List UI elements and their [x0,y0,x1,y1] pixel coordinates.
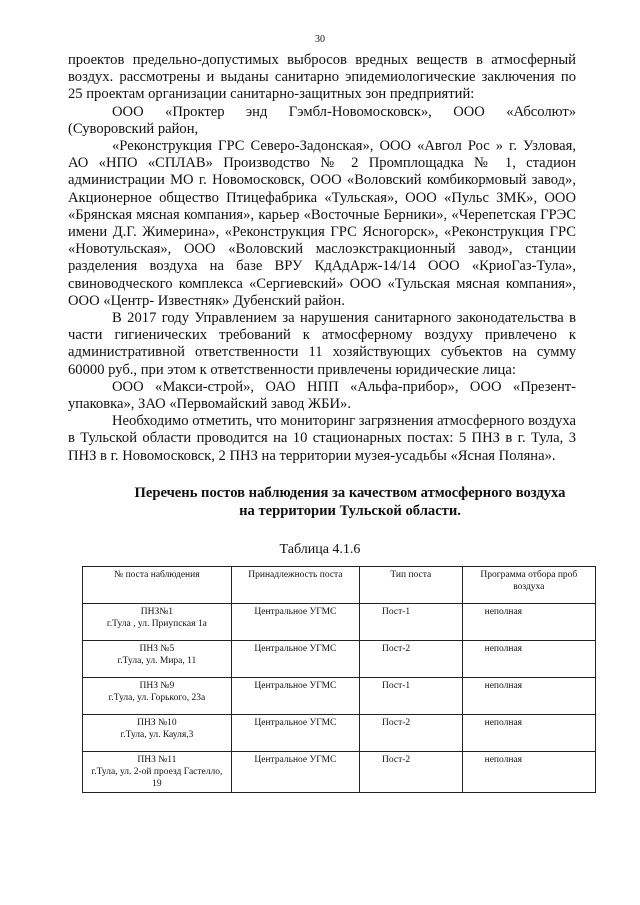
header-cell: Программа отбора проб воздуха [462,567,595,604]
post-cell [83,641,232,678]
section-heading [100,484,600,520]
header-cell: № поста наблюдения [83,567,232,604]
heading-line: Перечень постов наблюдения за качеством атмосферного воздуха [134,485,566,501]
table-row [83,715,596,752]
owner-cell: Центральное УГМС [231,752,359,793]
type-cell: Пост-1 [360,678,463,715]
post-id: ПНЗ№1 [140,607,174,617]
program-cell: неполная [462,715,595,752]
table-row [83,752,596,793]
table-header-row [83,567,596,604]
post-address: г.Тула , ул. Приупская 1а [106,619,207,629]
paragraph: проектов предельно-допустимых выбросов вредных веществ в атмосферный воздух. рассмотрены и выданы санитарно эпидемиологические заключения по 25 проектам организации санитарно-защитных зон предприятий: [68,52,576,103]
paragraph: ООО «Проктер энд Гэмбл-Новомосковск», ООО «Абсолют» (Суворовский район, [68,103,576,137]
header-cell: Принадлежность поста [231,567,359,604]
type-cell: Пост-1 [360,604,463,641]
header-cell: Тип поста [360,567,463,604]
program-cell: неполная [462,752,595,793]
post-address: г.Тула, ул. Горького, 23а [108,693,206,703]
program-cell: неполная [462,641,595,678]
owner-cell: Центральное УГМС [231,604,359,641]
post-id: ПНЗ №9 [139,681,175,691]
post-id: ПНЗ №5 [139,644,175,654]
table-row [83,641,596,678]
table-caption: Таблица 4.1.6 [279,542,361,557]
heading-line: на территории Тульской области. [239,503,461,519]
observation-posts-table [82,566,596,793]
post-cell [83,752,232,793]
type-cell: Пост-2 [360,641,463,678]
page-number: 30 [315,34,325,45]
owner-cell: Центральное УГМС [231,641,359,678]
paragraph: В 2017 году Управлением за нарушения санитарного законодательства в части гигиенических требований к атмосферному воздуху привлечено к административной ответственности 11 хозяйствующих субъектов на сумму 60000 руб., при этом к ответственности привлечены юридические лица: [68,310,576,378]
program-cell: неполная [462,604,595,641]
paragraph: ООО «Макси-строй», ОАО НПП «Альфа-прибор», ООО «Презент-упаковка», ЗАО «Первомайский завод ЖБИ». [68,378,576,413]
type-cell: Пост-2 [360,752,463,793]
document-body [68,52,576,465]
paragraph: «Реконструкция ГРС Северо-Задонская», ООО «Авгол Рос » г. Узловая, АО «НПО «СПЛАВ» Производство № 2 Промплощадка № 1, стадион администрации МО г. Новомосковск, ООО «Воловский комбикормовый завод», Акционерное общество Птицефабрика «Тульская», ООО «Пульс ЗМК», ООО «Брянская мясная компания», карьер «Восточные Берники», «Черепетская ГРЭС имени Д.Г. Жимерина», «Реконструкция ГРС Ясногорск», «Реконструкция ГРС «Новотульская», ООО «Воловский маслоэкстракционный завод», станции разделения воздуха на базе ВРУ КдАдАрж-14/14 ООО «КриоГаз-Тула», свиноводческого комплекса «Сергиевский» ООО «Тульская мясная компания», ООО «Центр- Известняк» Дубенский район. [68,138,576,309]
table-row [83,678,596,715]
owner-cell: Центральное УГМС [231,715,359,752]
type-cell: Пост-2 [360,715,463,752]
post-cell [83,715,232,752]
table-row [83,604,596,641]
program-cell: неполная [462,678,595,715]
post-address: г.Тула, ул. Мира, 11 [117,656,197,666]
owner-cell: Центральное УГМС [231,678,359,715]
paragraph: Необходимо отметить, что мониторинг загрязнения атмосферного воздуха в Тульской области проводится на 10 стационарных постах: 5 ПНЗ в г. Тула, 3 ПНЗ в г. Новомосковск, 2 ПНЗ на территории музея-усадьбы «Ясная Поляна». [68,413,576,464]
post-address: г.Тула, ул. 2-ой проезд Гастелло, 19 [91,767,223,789]
post-id: ПНЗ №10 [137,718,177,728]
post-id: ПНЗ №11 [137,755,177,765]
post-cell [83,604,232,641]
post-address: г.Тула, ул. Кауля,3 [120,730,194,740]
post-cell [83,678,232,715]
